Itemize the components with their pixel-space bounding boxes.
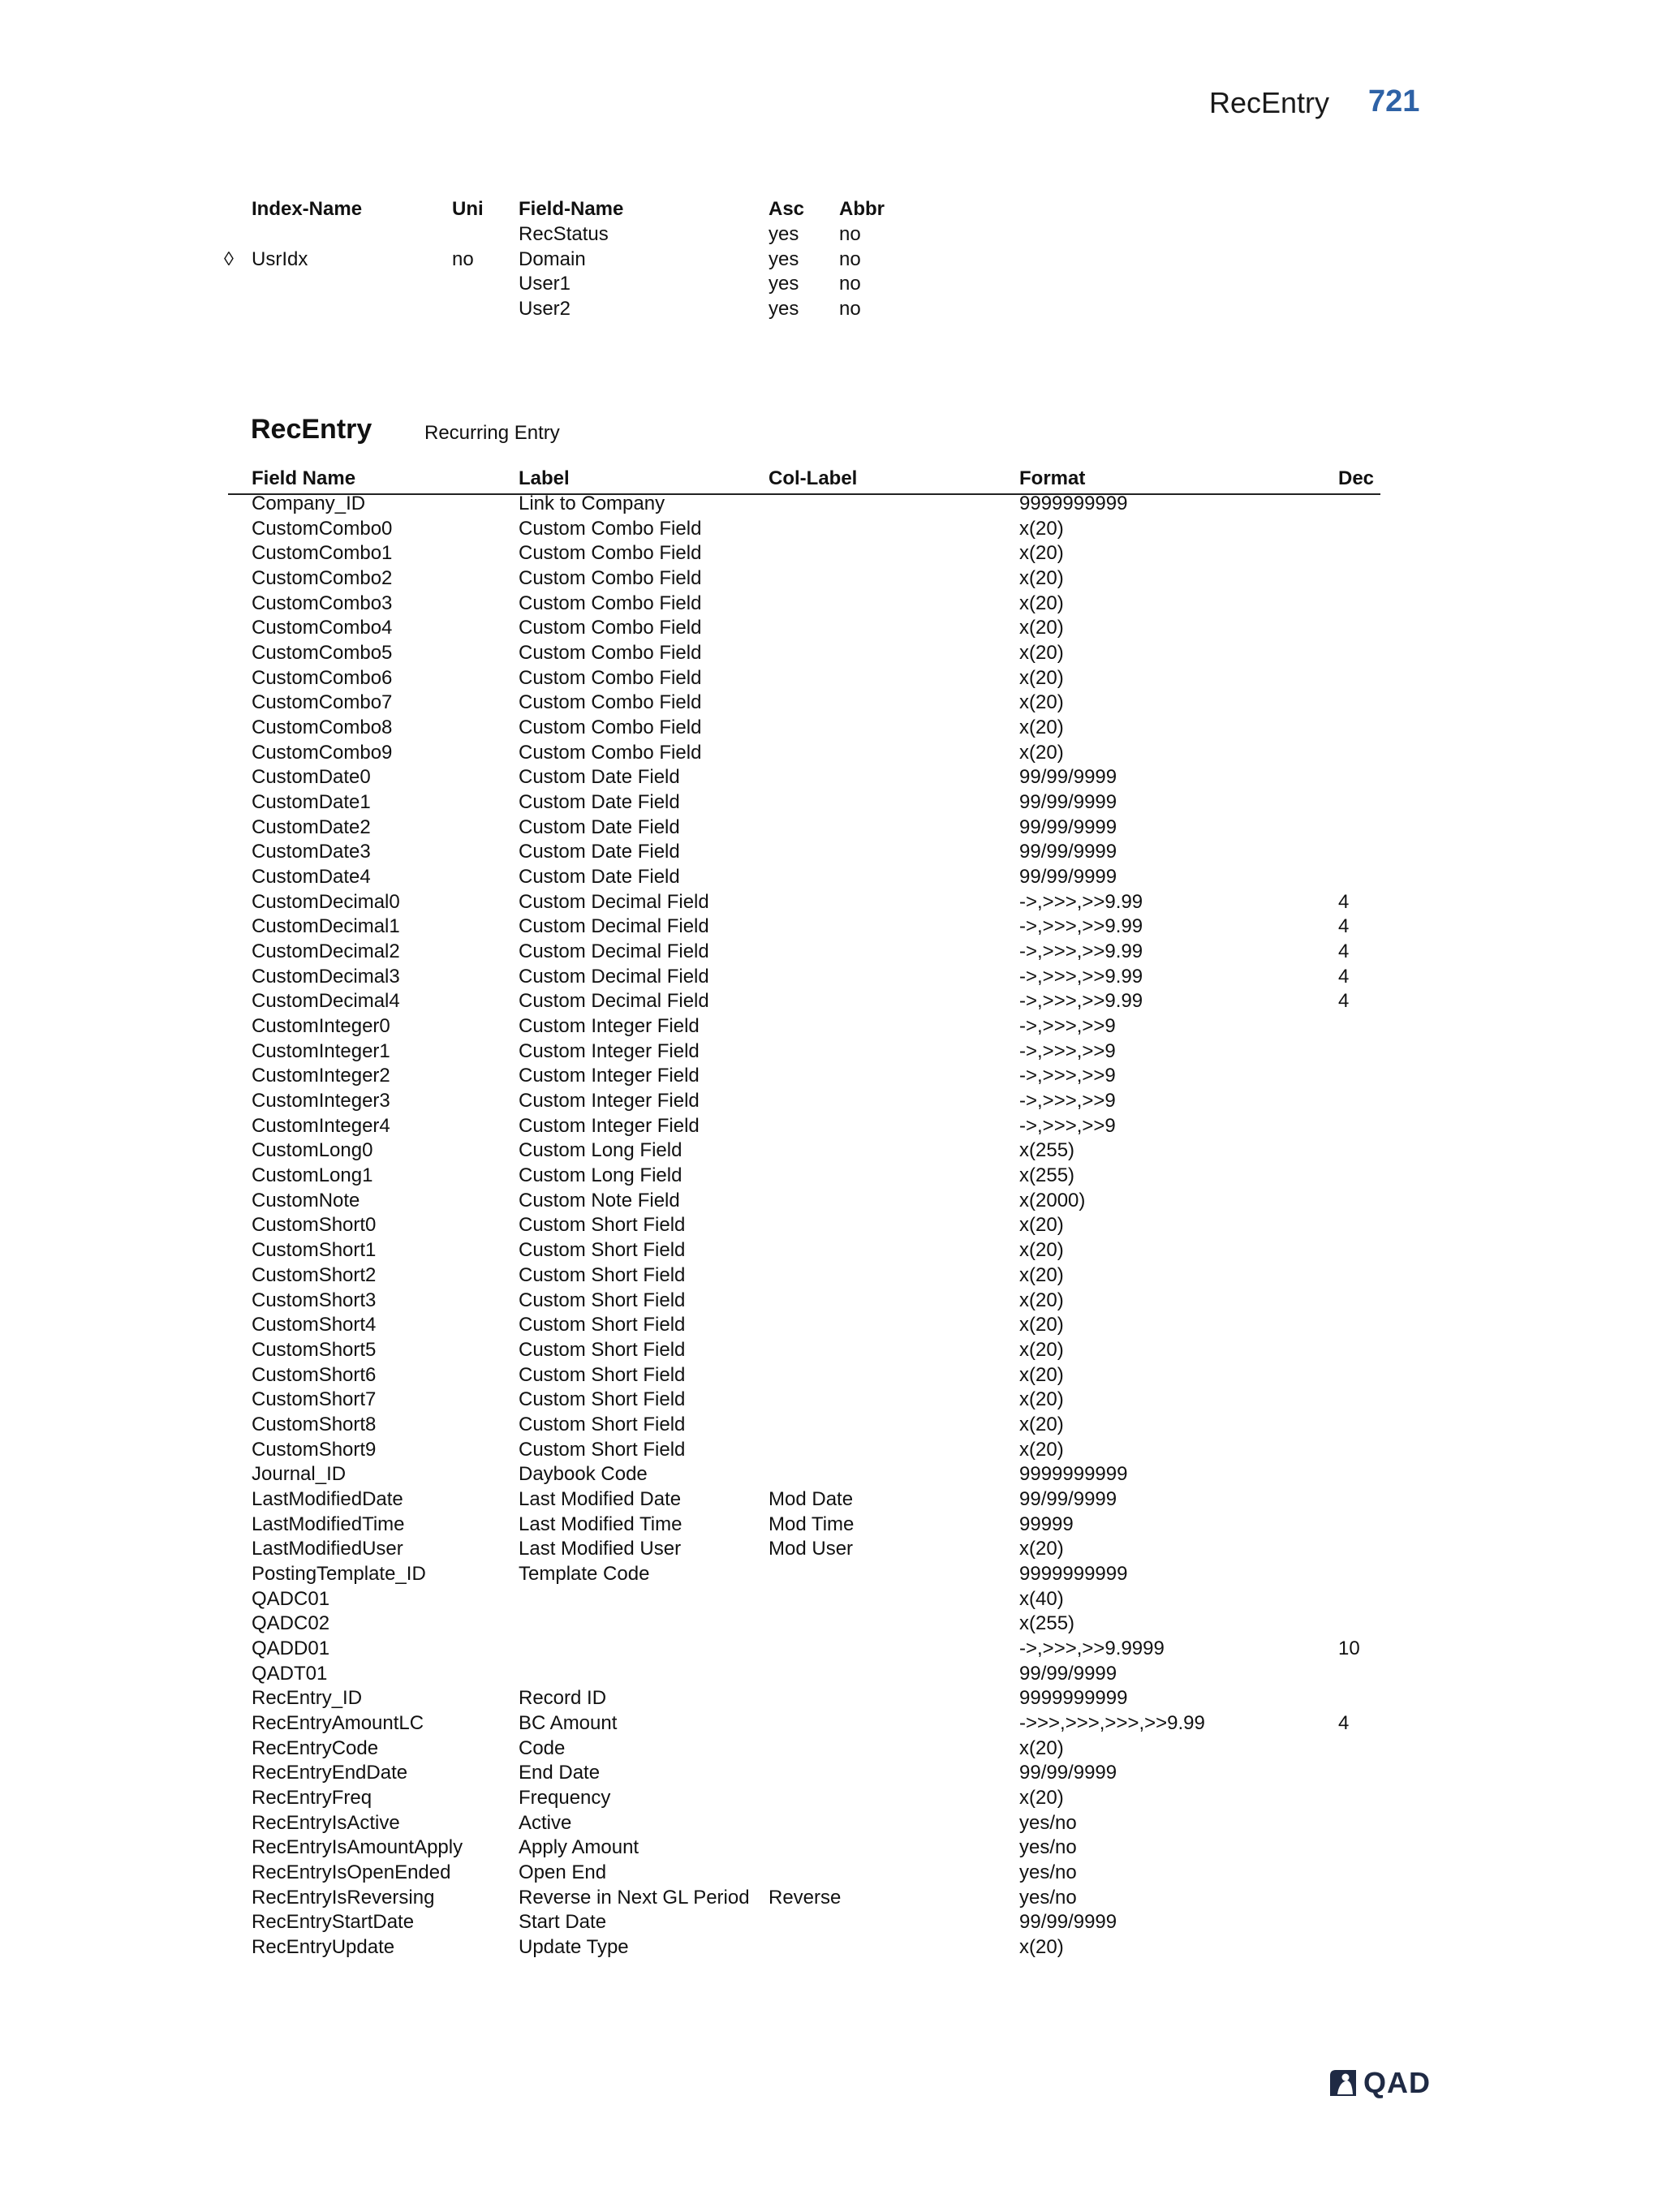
asc-cell: yes [769,298,799,321]
field-table-body [0,491,1662,1960]
dec-cell: 4 [1338,1711,1350,1734]
format-cell: x(20) [1019,1239,1064,1262]
field-table-row [0,1312,1662,1337]
label-cell: Custom Short Field [519,1438,686,1461]
field-table-row [0,1288,1662,1313]
label-cell: Active [519,1811,572,1834]
field-name-cell: RecEntryCode [252,1736,379,1759]
format-cell: x(2000) [1019,1189,1086,1211]
label-cell: Custom Short Field [519,1263,686,1286]
field-table-row [0,1611,1662,1636]
format-cell: x(20) [1019,1338,1064,1361]
format-header: Format [1019,467,1086,489]
uni-header: Uni [452,198,484,220]
label-cell: Custom Combo Field [519,741,702,764]
field-name-cell: RecEntryEndDate [252,1762,408,1784]
qad-logo-mark-icon [1328,2068,1358,2098]
label-cell: Last Modified User [519,1538,682,1560]
field-table-row [0,491,1662,516]
field-table-row [0,615,1662,640]
field-name-cell: CustomDate1 [252,791,371,814]
field-table-row [0,1636,1662,1661]
field-table-row [0,815,1662,840]
page-number: 721 [1368,84,1420,118]
field-name-cell: RecEntryIsAmountApply [252,1836,463,1859]
label-cell: Custom Decimal Field [519,940,709,963]
field-table-row [0,864,1662,889]
field-name-cell: LastModifiedDate [252,1487,403,1510]
field-table-row [0,566,1662,591]
label-cell: Custom Short Field [519,1239,686,1262]
field-name-cell: RecEntryIsReversing [252,1886,435,1909]
table-description: Recurring Entry [424,422,560,444]
format-cell: x(20) [1019,691,1064,714]
label-cell: Reverse in Next GL Period [519,1886,750,1909]
format-cell: 99/99/9999 [1019,766,1117,789]
format-cell: x(20) [1019,1736,1064,1759]
field-name-cell: CustomShort1 [252,1239,377,1262]
field-name-cell: CustomInteger1 [252,1039,390,1062]
field-name-cell: CustomDecimal4 [252,990,400,1013]
field-name-cell: CustomCombo7 [252,691,393,714]
format-cell: x(20) [1019,1935,1064,1958]
label-cell: Custom Combo Field [519,717,702,739]
field-name-cell: CustomInteger4 [252,1114,390,1137]
label-cell: Frequency [519,1786,611,1809]
format-cell: x(20) [1019,717,1064,739]
field-table-row [0,740,1662,765]
field-name-cell: QADC02 [252,1612,330,1635]
field-name-cell: LastModifiedTime [252,1513,405,1535]
label-cell: Code [519,1736,566,1759]
format-cell: 99999 [1019,1513,1074,1535]
format-cell: x(20) [1019,642,1064,665]
field-table-row [0,1835,1662,1860]
format-cell: ->,>>>,>>9 [1019,1114,1116,1137]
field-table-row [0,1561,1662,1586]
uni-cell: no [452,247,474,270]
label-cell: Daybook Code [519,1463,648,1486]
field-table-row [0,1885,1662,1910]
field-name-cell: Journal_ID [252,1463,347,1486]
label-cell: Custom Combo Field [519,642,702,665]
asc-cell: yes [769,273,799,295]
field-table-row [0,1237,1662,1263]
field-name-cell: CustomDecimal2 [252,940,400,963]
index-field-name-cell: RecStatus [519,223,609,245]
field-table-row [0,516,1662,541]
asc-cell: yes [769,223,799,245]
index-table-row [0,271,1662,296]
col-label-header: Col-Label [769,467,858,489]
field-name-cell: CustomCombo6 [252,666,393,689]
field-name-cell: CustomShort8 [252,1413,377,1435]
dec-cell: 4 [1338,990,1350,1013]
field-table-row [0,1711,1662,1736]
field-name-cell: RecEntryUpdate [252,1935,395,1958]
field-name-cell: CustomShort2 [252,1263,377,1286]
field-name-cell: CustomCombo8 [252,717,393,739]
format-cell: ->,>>>,>>9.99 [1019,990,1143,1013]
format-cell: x(20) [1019,1263,1064,1286]
dec-cell: 4 [1338,915,1350,938]
label-cell: Custom Combo Field [519,567,702,590]
field-name-cell: CustomShort7 [252,1388,377,1411]
field-table-row [0,1412,1662,1437]
label-cell: Custom Integer Field [519,1090,700,1112]
label-cell: Custom Date Field [519,766,680,789]
format-cell: yes/no [1019,1836,1077,1859]
field-name-cell: PostingTemplate_ID [252,1562,426,1585]
label-cell: Custom Date Field [519,841,680,863]
field-name-cell: RecEntryIsOpenEnded [252,1861,451,1883]
format-cell: x(20) [1019,1786,1064,1809]
field-name-cell: CustomShort9 [252,1438,377,1461]
format-cell: 99/99/9999 [1019,1762,1117,1784]
format-cell: 99/99/9999 [1019,1911,1117,1934]
format-cell: x(20) [1019,1413,1064,1435]
format-cell: x(20) [1019,617,1064,639]
field-table-header [0,466,1662,491]
dec-cell: 4 [1338,940,1350,963]
qad-logo-text: QAD [1363,2066,1431,2099]
dec-cell: 4 [1338,890,1350,913]
label-cell: Custom Short Field [519,1289,686,1311]
format-cell: 9999999999 [1019,1687,1128,1710]
field-name-cell: CustomCombo2 [252,567,393,590]
label-cell: Custom Date Field [519,791,680,814]
index-key-marker: ◊ [224,247,234,270]
format-cell: x(20) [1019,1314,1064,1336]
field-name-cell: CustomDecimal3 [252,965,400,988]
label-cell: Custom Long Field [519,1139,682,1162]
field-name-cell: CustomCombo4 [252,617,393,639]
field-name-cell: CustomInteger2 [252,1065,390,1087]
format-cell: x(20) [1019,666,1064,689]
label-cell: Start Date [519,1911,607,1934]
label-cell: Custom Short Field [519,1413,686,1435]
format-cell: x(20) [1019,1538,1064,1560]
field-table-row [0,1512,1662,1537]
label-cell: Open End [519,1861,607,1883]
field-table-row [0,1586,1662,1612]
field-name-cell: CustomShort4 [252,1314,377,1336]
index-field-name-cell: Domain [519,247,586,270]
field-name-cell: CustomDecimal1 [252,915,400,938]
format-cell: x(20) [1019,741,1064,764]
field-table-row [0,1039,1662,1064]
field-table-row [0,1860,1662,1885]
label-cell: Custom Combo Field [519,666,702,689]
label-cell: Apply Amount [519,1836,639,1859]
format-cell: x(255) [1019,1164,1075,1187]
field-name-cell: CustomShort6 [252,1363,377,1386]
format-cell: x(20) [1019,567,1064,590]
format-cell: x(255) [1019,1612,1075,1635]
format-cell: 99/99/9999 [1019,841,1117,863]
field-name-cell: CustomDate2 [252,816,371,838]
col-label-cell: Mod Time [769,1513,855,1535]
label-cell: Custom Integer Field [519,1039,700,1062]
field-name-cell: QADD01 [252,1637,330,1659]
field-table-row [0,1685,1662,1711]
field-table-row [0,1437,1662,1462]
col-label-cell: Mod Date [769,1487,854,1510]
label-cell: Last Modified Date [519,1487,682,1510]
format-cell: 9999999999 [1019,493,1128,514]
format-cell: x(255) [1019,1139,1075,1162]
field-name-cell: CustomDate4 [252,866,371,889]
field-table-row [0,1163,1662,1188]
field-name-cell: RecEntryFreq [252,1786,372,1809]
abbr-cell: no [839,223,861,245]
field-name-cell: CustomShort3 [252,1289,377,1311]
asc-header: Asc [769,198,805,220]
field-table-row [0,1934,1662,1960]
abbr-cell: no [839,247,861,270]
label-cell: Custom Date Field [519,866,680,889]
field-table-row [0,1736,1662,1761]
label-cell: Custom Short Field [519,1338,686,1361]
format-cell: 9999999999 [1019,1562,1128,1585]
format-cell: x(20) [1019,1214,1064,1237]
field-table-row [0,665,1662,691]
format-cell: ->,>>>,>>9.9999 [1019,1637,1165,1659]
abbr-header: Abbr [839,198,885,220]
label-cell: Custom Combo Field [519,542,702,565]
format-cell: ->,>>>,>>9 [1019,1090,1116,1112]
field-table-row [0,1113,1662,1138]
field-table-row [0,1212,1662,1237]
col-label-cell: Mod User [769,1538,854,1560]
format-cell: 9999999999 [1019,1463,1128,1486]
field-name-cell: CustomDate0 [252,766,371,789]
label-cell: Custom Combo Field [519,592,702,614]
field-table-row [0,1909,1662,1934]
field-table-row [0,640,1662,665]
format-cell: ->>>,>>>,>>>,>>9.99 [1019,1711,1205,1734]
format-cell: x(40) [1019,1587,1064,1610]
field-name-cell: CustomInteger0 [252,1015,390,1038]
format-cell: x(20) [1019,517,1064,540]
format-cell: 99/99/9999 [1019,866,1117,889]
label-cell: Custom Integer Field [519,1015,700,1038]
label-cell: Last Modified Time [519,1513,682,1535]
field-name-cell: QADT01 [252,1662,328,1685]
field-table-row [0,1088,1662,1113]
field-table-row [0,591,1662,616]
field-table-row [0,1013,1662,1039]
label-cell: Template Code [519,1562,650,1585]
label-cell: Update Type [519,1935,629,1958]
field-name-cell: CustomShort0 [252,1214,377,1237]
field-name-cell: Company_ID [252,493,366,514]
label-cell: Custom Short Field [519,1363,686,1386]
field-table-row [0,1337,1662,1362]
field-name-cell: CustomLong1 [252,1164,373,1187]
format-cell: x(20) [1019,1363,1064,1386]
format-cell: 99/99/9999 [1019,816,1117,838]
format-cell: ->,>>>,>>9.99 [1019,890,1143,913]
dec-header: Dec [1338,467,1375,489]
field-table-row [0,1536,1662,1561]
index-field-name-cell: User1 [519,273,571,295]
label-cell: Custom Combo Field [519,617,702,639]
label-cell: Custom Decimal Field [519,890,709,913]
format-cell: x(20) [1019,1388,1064,1411]
index-field-name-cell: User2 [519,298,571,321]
format-cell: ->,>>>,>>9 [1019,1039,1116,1062]
field-table-row [0,988,1662,1013]
format-cell: ->,>>>,>>9 [1019,1065,1116,1087]
field-table-row [0,1760,1662,1785]
label-cell: Custom Combo Field [519,517,702,540]
format-cell: x(20) [1019,592,1064,614]
field-table-row [0,939,1662,964]
label-cell: Custom Integer Field [519,1065,700,1087]
field-table-row [0,1785,1662,1810]
label-cell: Custom Decimal Field [519,965,709,988]
field-table-row [0,964,1662,989]
label-cell: Custom Short Field [519,1214,686,1237]
label-cell: Custom Note Field [519,1189,680,1211]
label-cell: Record ID [519,1687,607,1710]
field-table-row [0,1661,1662,1686]
field-name-cell: CustomCombo9 [252,741,393,764]
format-cell: yes/no [1019,1886,1077,1909]
label-cell: Custom Decimal Field [519,990,709,1013]
index-name-header: Index-Name [252,198,363,220]
label-cell: Custom Combo Field [519,691,702,714]
field-table-row [0,1461,1662,1487]
field-name-cell: RecEntryAmountLC [252,1711,424,1734]
field-table-row [0,790,1662,815]
label-cell: Custom Long Field [519,1164,682,1187]
format-cell: x(20) [1019,1438,1064,1461]
field-name-cell: LastModifiedUser [252,1538,403,1560]
field-name-cell: CustomCombo3 [252,592,393,614]
label-cell: BC Amount [519,1711,618,1734]
label-cell: Custom Decimal Field [519,915,709,938]
field-table-row [0,914,1662,939]
label-header: Label [519,467,570,489]
dec-cell: 10 [1338,1637,1360,1659]
field-table-row [0,1138,1662,1163]
field-name-cell: CustomDecimal0 [252,890,400,913]
field-table-row [0,889,1662,914]
index-table-row [0,247,1662,272]
field-name-cell: CustomCombo1 [252,542,393,565]
label-cell: End Date [519,1762,601,1784]
field-table-row [0,690,1662,715]
label-cell: Custom Date Field [519,816,680,838]
field-name-cell: RecEntryStartDate [252,1911,415,1934]
field-table-row [0,1063,1662,1088]
format-cell: ->,>>>,>>9.99 [1019,915,1143,938]
field-table-row [0,540,1662,566]
format-cell: ->,>>>,>>9.99 [1019,940,1143,963]
index-name-cell: UsrIdx [252,247,308,270]
format-cell: x(20) [1019,542,1064,565]
label-cell: Custom Short Field [519,1314,686,1336]
field-name-cell: CustomCombo0 [252,517,393,540]
col-label-cell: Reverse [769,1886,842,1909]
field-name-cell: RecEntry_ID [252,1687,363,1710]
field-name-cell: QADC01 [252,1587,330,1610]
field-name-cell: CustomNote [252,1189,360,1211]
field-name-cell: CustomDate3 [252,841,371,863]
field-name-cell: CustomInteger3 [252,1090,390,1112]
asc-cell: yes [769,247,799,270]
format-cell: yes/no [1019,1861,1077,1883]
field-table-row [0,715,1662,740]
field-table-row [0,1387,1662,1412]
index-table-row [0,296,1662,321]
field-table-row [0,1362,1662,1388]
abbr-cell: no [839,273,861,295]
field-table-row [0,1188,1662,1213]
format-cell: yes/no [1019,1811,1077,1834]
table-name: RecEntry [251,414,372,445]
format-cell: 99/99/9999 [1019,1487,1117,1510]
field-table-row [0,1263,1662,1288]
field-name-cell: RecEntryIsActive [252,1811,400,1834]
format-cell: x(20) [1019,1289,1064,1311]
field-name-cell: CustomShort5 [252,1338,377,1361]
qad-logo [1328,2067,1448,2099]
label-cell: Custom Short Field [519,1388,686,1411]
field-name-cell: CustomLong0 [252,1139,373,1162]
running-header-title: RecEntry [1209,86,1330,119]
index-table-row [0,222,1662,247]
field-table-row [0,1810,1662,1835]
abbr-cell: no [839,298,861,321]
format-cell: ->,>>>,>>9.99 [1019,965,1143,988]
field-name-header: Field Name [252,467,356,489]
field-name-cell: CustomCombo5 [252,642,393,665]
field-table-row [0,764,1662,790]
label-cell: Custom Integer Field [519,1114,700,1137]
dec-cell: 4 [1338,965,1350,988]
format-cell: ->,>>>,>>9 [1019,1015,1116,1038]
field-table-row [0,1487,1662,1512]
field-name-header: Field-Name [519,198,624,220]
field-table-row [0,839,1662,864]
label-cell: Link to Company [519,493,665,514]
format-cell: 99/99/9999 [1019,1662,1117,1685]
index-table-header [0,196,1662,222]
format-cell: 99/99/9999 [1019,791,1117,814]
